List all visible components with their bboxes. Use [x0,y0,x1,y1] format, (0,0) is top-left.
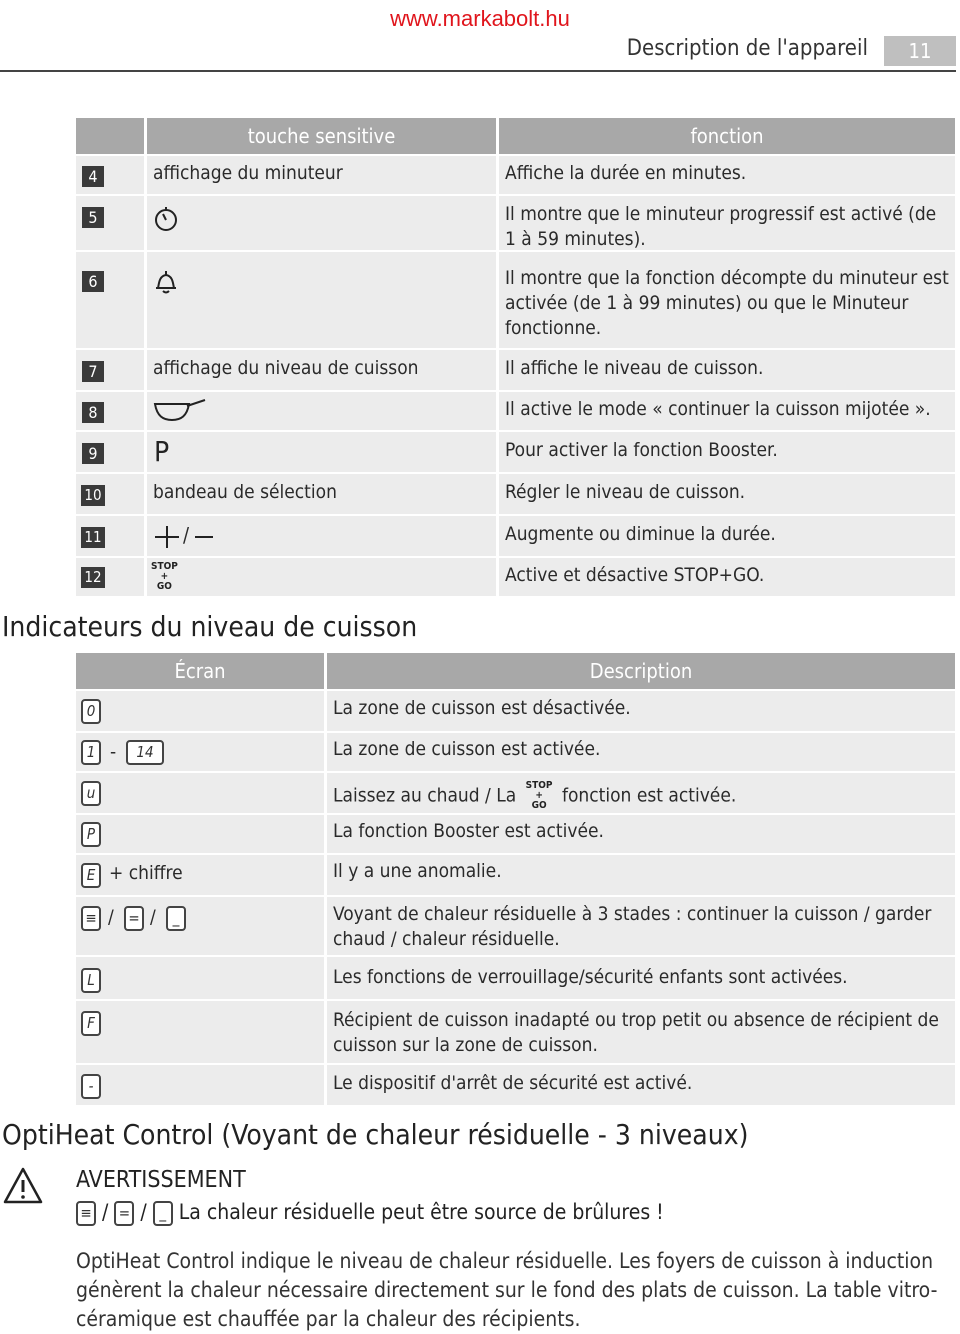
display-symbol: 1 [81,740,101,765]
description-cell: La zone de cuisson est activée. [327,733,955,771]
separator: / [150,906,156,928]
booster-p-icon: P [154,435,170,468]
description-cell: Le dispositif d'arrêt de sécurité est activé. [327,1065,955,1105]
function-cell: Augmente ou diminue la durée. [499,516,955,556]
display-symbol: L [81,968,101,993]
description-text: fonction est activée. [561,784,737,807]
stop-go-icon [151,562,178,592]
separator: / [140,1200,147,1224]
body-paragraph: OptiHeat Control indique le niveau de chaleur résiduelle. Les foyers de cuisson à induction génèrent la chaleur nécessaire directement sur le fond des plats de cuisson. La table vitro-céramique est chauffée par la chaleur des récipients. [76,1249,938,1331]
table-row [76,897,324,955]
table-header-control: touche sensitive [147,118,496,154]
table-row [76,432,144,472]
description-cell: Récipient de cuisson inadapté ou trop petit ou absence de récipient de cuisson sur la zone de cuisson. [327,1001,955,1063]
display-symbol: _ [153,1201,173,1226]
table-row [76,855,324,895]
function-cell: Affiche la durée en minutes. [499,156,955,194]
warning-text: La chaleur résiduelle peut être source de brûlures ! [178,1200,664,1224]
table-row [76,392,144,430]
display-symbol: 14 [126,740,164,765]
page-number: 11 [884,36,956,66]
separator: / [108,906,114,928]
table-header-function: fonction [499,118,955,154]
row-number: 10 [81,485,105,506]
function-cell: Il active le mode « continuer la cuisson mijotée ». [499,392,955,430]
display-symbol: 0 [81,699,101,724]
section-heading: OptiHeat Control (Voyant de chaleur résiduelle - 3 niveaux) [2,1118,749,1151]
control-cell: bandeau de sélection [147,474,496,514]
table-row [76,558,144,596]
control-cell: affichage du niveau de cuisson [147,350,496,390]
description-cell: Voyant de chaleur résiduelle à 3 stades : continuer la cuisson / garder chaud / chaleur résiduelle. [327,897,955,955]
function-cell: Il montre que le minuteur progressif est activé (de 1 à 59 minutes). [499,196,955,250]
control-cell [147,252,496,348]
row-number: 6 [82,271,104,292]
table-header-display: Écran [76,653,324,689]
function-cell: Régler le niveau de cuisson. [499,474,955,514]
stop-label: STOP [525,780,553,791]
stop-go-icon [526,781,553,811]
table-row [76,252,144,348]
function-cell: Pour activer la fonction Booster. [499,432,955,472]
display-symbol: = [114,1201,134,1226]
control-cell [147,516,496,556]
row-number: 12 [81,567,105,588]
description-cell: Il y a une anomalie. [327,855,955,895]
table-row [76,516,144,556]
table-header-blank [76,118,144,154]
warning-icon [2,1166,44,1206]
display-symbol: ≡ [76,1201,96,1226]
row-number: 11 [81,527,105,548]
warning-line [76,1198,716,1226]
section-heading: Indicateurs du niveau de cuisson [2,610,418,643]
display-symbol: = [124,906,144,931]
table-row [76,156,144,194]
function-cell: Il montre que la fonction décompte du minuteur est activée (de 1 à 99 minutes) ou que le Minuteur fonctionne. [499,252,955,348]
display-symbol: - [81,1074,101,1099]
separator: / [102,1200,109,1224]
control-cell [147,432,496,472]
display-extra: + chiffre [109,862,183,884]
control-cell: affichage du minuteur [147,156,496,194]
row-number: 8 [82,402,104,423]
display-symbol: P [81,822,101,847]
pot-icon [153,398,207,424]
control-cell [147,558,496,596]
function-cell: Il affiche le niveau de cuisson. [499,350,955,390]
go-label: GO [156,581,172,592]
table-header-description: Description [327,653,955,689]
row-number: 5 [82,207,104,228]
description-text: Laissez au chaud / La [333,784,517,807]
table-row [76,350,144,390]
description-cell [327,773,955,813]
description-cell: La zone de cuisson est désactivée. [327,691,955,731]
description-cell: La fonction Booster est activée. [327,815,955,853]
plus-label: + [535,790,543,801]
display-symbol: E [81,863,101,888]
table-row [76,196,144,250]
table-row [76,957,324,999]
row-number: 7 [82,361,104,382]
table-row [76,1065,324,1105]
stop-label: STOP [151,561,178,572]
watermark: www.markabolt.hu [390,6,570,31]
table-row [76,474,144,514]
display-symbol: u [81,781,101,806]
plus-minus-separator: / [183,523,190,547]
table-row [76,691,324,731]
function-cell: Active et désactive STOP+GO. [499,558,955,596]
display-symbol: _ [166,906,186,931]
plus-label: + [160,571,169,582]
stopwatch-icon [153,204,179,232]
control-cell [147,196,496,250]
row-number: 4 [82,166,104,187]
bell-icon [153,268,179,296]
control-cell [147,392,496,430]
warning-title: AVERTISSEMENT [76,1167,246,1193]
range-dash: - [110,741,117,763]
display-symbol: F [81,1011,101,1036]
table-row [76,1001,324,1063]
row-number: 9 [82,443,104,464]
table-row [76,815,324,853]
display-symbol: ≡ [81,906,101,931]
table-row [76,733,324,771]
go-label: GO [531,800,547,811]
description-cell: Les fonctions de verrouillage/sécurité enfants sont activées. [327,957,955,999]
table-row [76,773,324,813]
section-title: Description de l'appareil [626,36,868,61]
header-divider [0,70,956,72]
